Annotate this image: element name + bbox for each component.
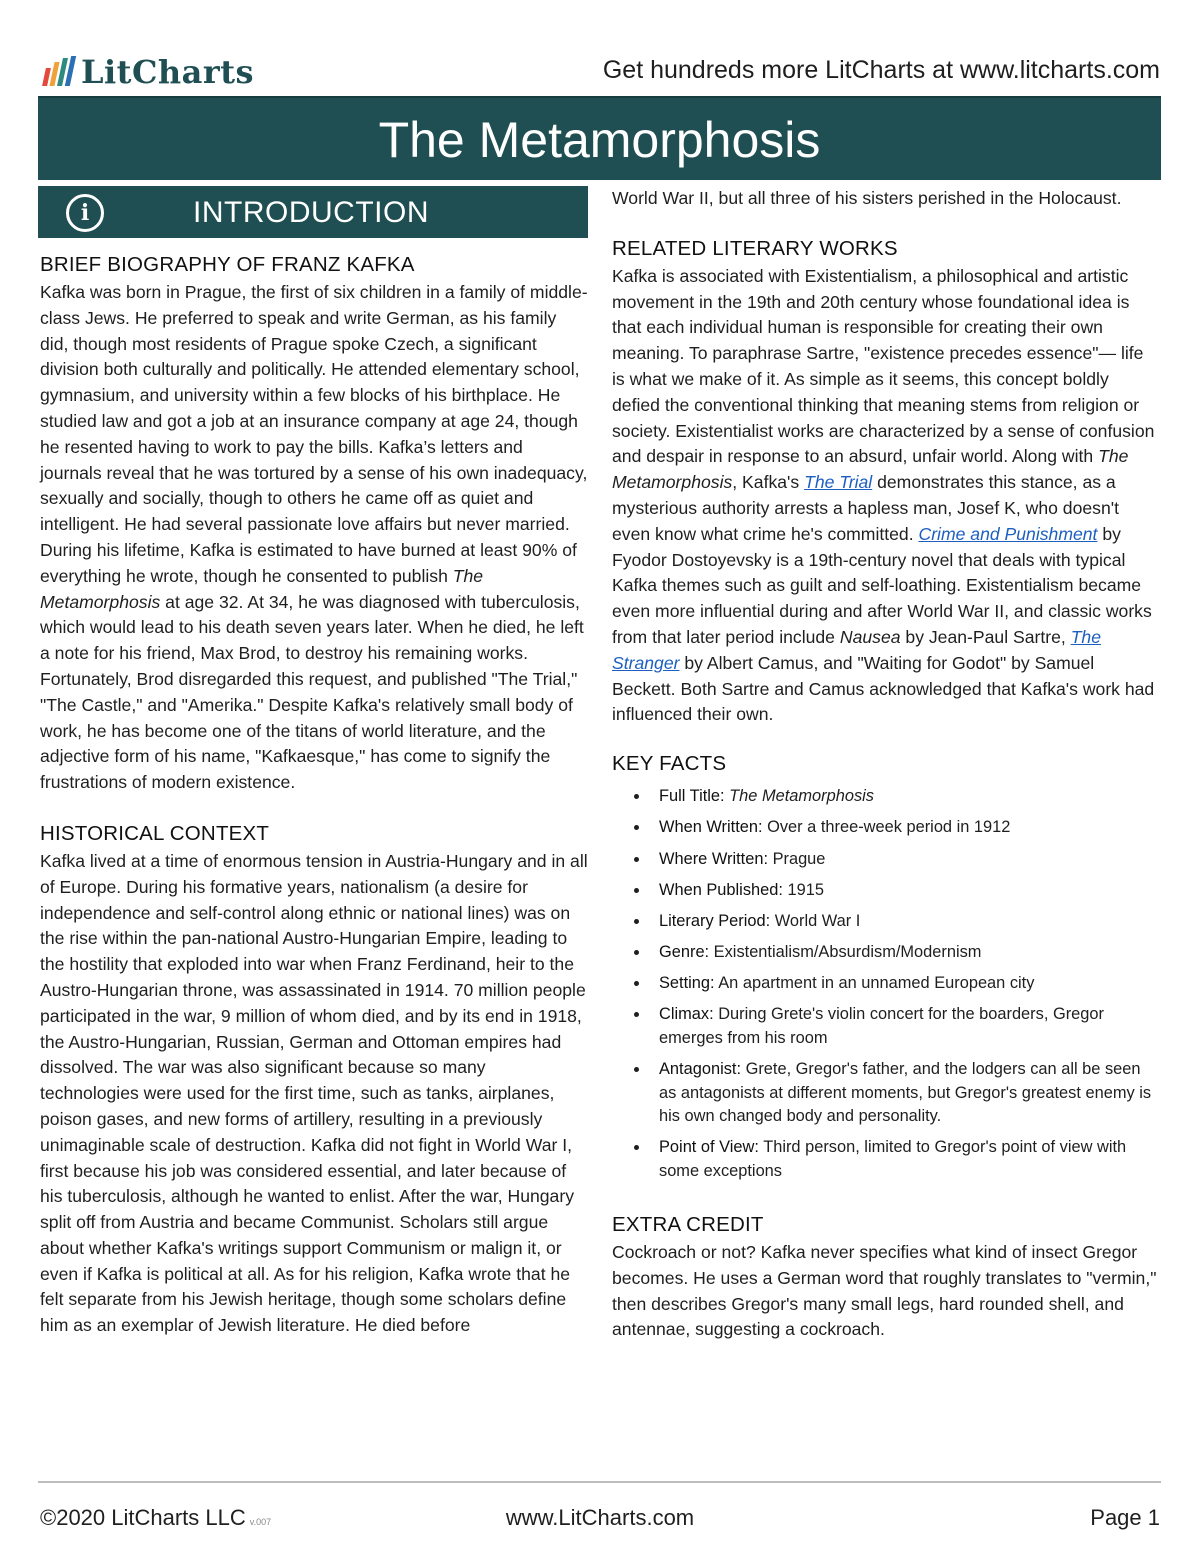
bio-text: Kafka was born in Prague, the first of six children in a family of middle-class Jews. He preferred to speak and write German, as his family did, though most residents of Prague spoke Czech, a significant division both culturally and politically. He attended elementary school, gymnasium, and university within a few blocks of his birthplace. He studied law and got a job at an insurance company at age 24, though he resented having to work to pay the bills. Kafka’s letters and journals reveal that he was tortured by a sense of his own inadequacy, sexually and socially, though to others he came off as quiet and intelligent. He had several passionate love affairs but never married. During his lifetime, Kafka is estimated to have burned at least 90% of everything he wrote, though he consented to publish The Metamorphosis at age 32. At 34, he was diagnosed with tuberculosis, which would lead to his death seven years later. When he died, he left a note for his friend, Max Brod, to destroy his remaining works. Fortunately, Brod disregarded this request, and published "The Trial," "The Castle," and "Amerika." Despite Kafka's relatively small body of work, he has become one of the titans of world literature, and the adjective form of his name, "Kafkaesque," has come to signify the frustrations of modern existence. [40,282,588,793]
footer-copyright: ©2020 LitCharts LLC v.007 [40,1505,272,1530]
litcharts-logo[interactable] [44,52,254,92]
related-works-text: Kafka is associated with Existentialism, a philosophical and artistic movement in the 19th and 20th century whose foundational idea is that each individual human is responsible for creating their own meaning. To paraphrase Sartre, "existence precedes essence"— life is what we make of it. As simple as it seems, this concept boldly defied the conventional thinking that meaning stems from religion or society. Existentialist works are characterized by a sense of confusion and despair in response to an absurd, unfair world. Along with The Metamorphosis, Kafka's The Trial demonstrates this stance, as a mysterious authority arrests a hapless man, Josef K, who doesn't even know what crime he's committed. Crime and Punishment by Fyodor Dostoyevsky is a 19th-century novel that deals with typical Kafka themes such as guilt and self-loathing. Existentialism became even more influential during and after World War II, and classic works from that later period include Nausea by Jean-Paul Sartre, The Stranger by Albert Camus, and "Waiting for Godot" by Samuel Beckett. Both Sartre and Camus acknowledged that Kafka's work had influenced their own. [612,265,1155,725]
list-item: When Published: 1915 [612,879,1160,903]
key-facts-list [612,785,1160,1183]
extra-credit-heading: EXTRA CREDIT [612,1213,764,1237]
left-column [40,250,588,1339]
related-works-heading: RELATED LITERARY WORKS [612,236,898,260]
logo-text: LitCharts [81,53,255,91]
section-banner-label: INTRODUCTION [193,196,429,229]
list-item: Literary Period: World War I [612,910,1160,934]
footer-divider [38,1481,1161,1483]
bio-heading: BRIEF BIOGRAPHY OF FRANZ KAFKA [40,253,415,276]
list-item: Setting: An apartment in an unnamed European city [612,972,1160,996]
list-item: Genre: Existentialism/Absurdism/Modernism [612,941,1160,965]
history-heading: HISTORICAL CONTEXT [40,821,270,845]
link-the-stranger[interactable]: The Stranger [612,626,1102,673]
header-tagline[interactable]: Get hundreds more LitCharts at www.litcharts.com [602,56,1160,84]
history-text: Kafka lived at a time of enormous tension in Austria-Hungary and in all of Europe. During his formative years, nationalism (a desire for independence and self-control along ethnic or national lines) was on the rise within the pan-national Austro-Hungarian Empire, leading to the hostility that exploded into war when Franz Ferdinand, heir to the Austro-Hungarian throne, was assassinated in 1914. 70 million people participated in the war, 9 million of whom died, and by its end in 1918, the Austro-Hungarian, Russian, German and Ottoman empires had dissolved. The war was also significant because so many technologies were used for the first time, such as tanks, airplanes, poison gases, and new forms of artillery, resulting in a previously unimaginable scale of destruction. Kafka did not fight in World War I, first because his job was considered essential, and later because of his tuberculosis, although he wanted to enlist. After the war, Hungary split off from Austria and became Communist. Scholars still argue about whether Kafka's writings support Communism or malign it, or even if Kafka is political at all. As for his religion, Kafka wrote that he felt separate from his Jewish heritage, though some scholars define him as an exemplar of Jewish literature. He died before [40,850,588,1336]
history-continued-text: World War II, but all three of his sisters perished in the Holocaust. [612,188,1122,208]
link-crime-and-punishment[interactable]: Crime and Punishment [918,523,1098,544]
list-item: Point of View: Third person, limited to Gregor's point of view with some exceptions [612,1136,1160,1183]
list-item: Antagonist: Grete, Gregor's father, and the lodgers can all be seen as antagonists at different moments, but Gregor's greatest enemy is his own changed body and personality. [612,1058,1160,1129]
right-column [612,186,1160,1343]
section-banner [38,186,588,238]
info-icon: i [66,194,104,232]
footer-site-link[interactable]: www.LitCharts.com [505,1505,695,1530]
list-item: Full Title: The Metamorphosis [612,785,1160,809]
list-item: When Written: Over a three-week period in 1912 [612,816,1160,840]
footer-page-number: Page 1 [1090,1505,1160,1530]
footer-version: v.007 [249,1517,272,1527]
list-item: Climax: During Grete's violin concert for the boarders, Gregor emerges from his room [612,1003,1160,1050]
list-item: Where Written: Prague [612,848,1160,872]
key-facts-heading: KEY FACTS [612,752,727,776]
extra-credit-text: Cockroach or not? Kafka never specifies what kind of insect Gregor becomes. He uses a German word that roughly translates to "vermin," then describes Gregor's many small legs, hard rounded shell, and antennae, suggesting a cockroach. [612,1242,1157,1340]
link-the-trial[interactable]: The Trial [804,472,873,493]
logo-bars-icon [44,56,73,92]
page-title: The Metamorphosis [38,96,1161,180]
